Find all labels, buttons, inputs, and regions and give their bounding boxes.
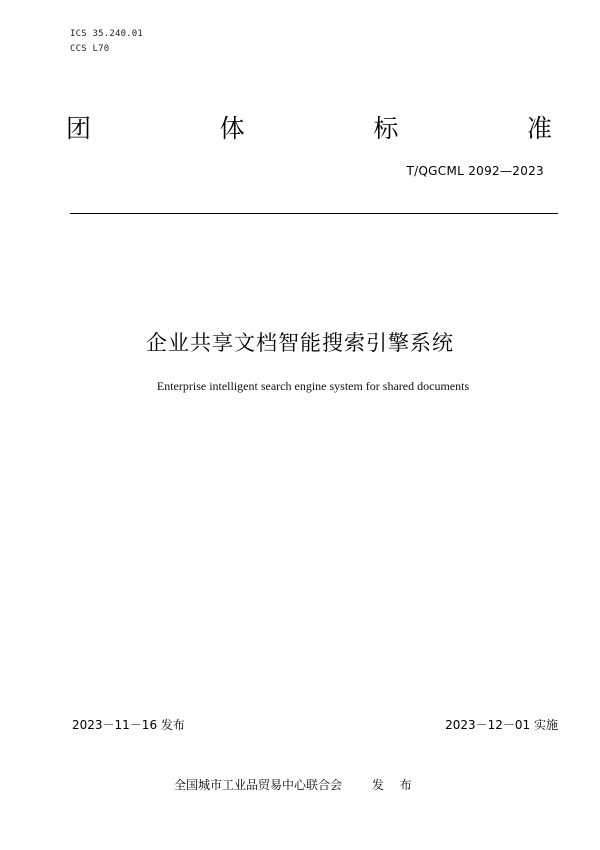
standard-type-char: 准 <box>526 114 552 143</box>
standard-type-char: 团 <box>66 114 92 143</box>
ccs-code: CCS L70 <box>70 44 110 54</box>
publisher-line <box>174 776 418 793</box>
standard-type-char: 标 <box>373 114 399 143</box>
standard-type-char: 体 <box>219 114 245 143</box>
publish-label: 发 布 <box>371 778 418 792</box>
document-title-english: Enterprise intelligent search engine system for shared documents <box>156 379 470 393</box>
issuing-organization: 全国城市工业品贸易中心联合会 <box>174 778 343 792</box>
document-title-chinese: 企业共享文档智能搜索引擎系统 <box>146 331 454 355</box>
issue-date: 2023－11－16 发布 <box>72 718 185 732</box>
standard-number: T/QGCML 2092—2023 <box>406 164 544 178</box>
implementation-date: 2023－12－01 实施 <box>445 718 558 732</box>
ics-code: ICS 35.240.01 <box>70 29 144 39</box>
standard-type-heading <box>66 113 552 145</box>
header-divider <box>70 213 558 214</box>
